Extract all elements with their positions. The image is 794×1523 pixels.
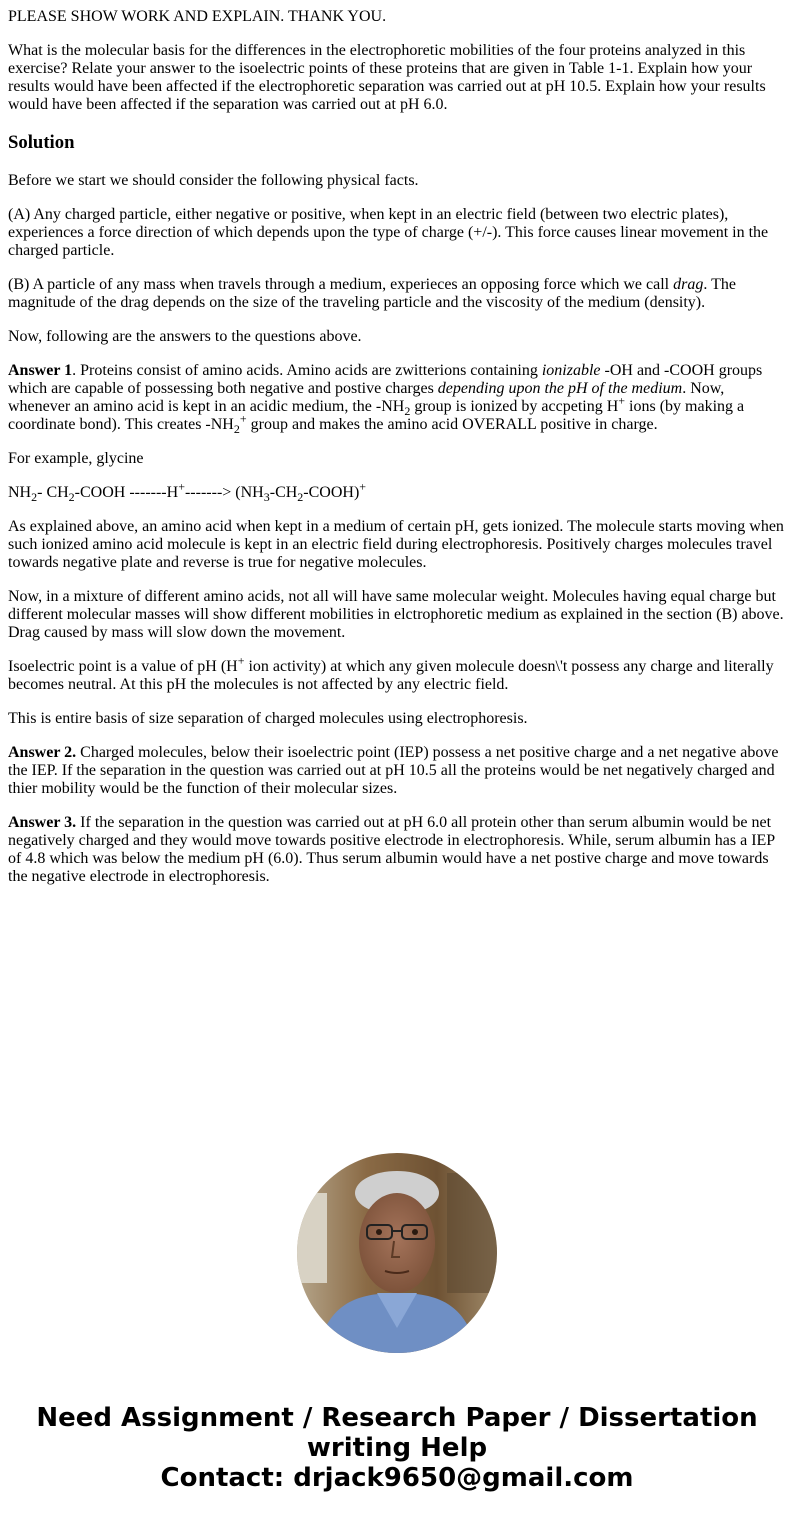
para-isoelectric: Isoelectric point is a value of pH (H+ ion activity) at which any given molecule doesn\'t possess any charge and literally becomes neutral. At this pH the molecules is not affected by any electric field. — [8, 653, 774, 693]
promo-contact: Contact: drjack9650@gmail.com — [160, 1463, 634, 1493]
answer-3: Answer 3. If the separation in the question was carried out at pH 6.0 all protein other than serum albumin would be net negatively charged and they would move towards positive electrode in electrophoresis. While, serum albumin has a IEP of 4.8 which was below the medium pH (6.0). Thus serum albumin would have a net postive charge and move towards the negative electrode in electrophoresis. — [8, 814, 775, 885]
glycine-equation: $NH_2-$ $CH_2$-COOH $-------H^+-------> (NH_3-CH_2-COOH)^+$ — [8, 479, 367, 505]
question-text: What is the molecular basis for the differences in the electrophoretic mobilities of the four proteins analyzed in this exercise? Relate your answer to the isoelectric points of these proteins that are given in Table 1-1. Explain how your results would have been affected if the electrophoretic separation was carried out at pH 10.5. Explain how your results would have been affected if the separation was carried out at pH 6.0. — [8, 42, 766, 113]
para-ionized: As explained above, an amino acid when kept in a medium of certain pH, gets ionized. The molecule starts moving when such ionized amino acid molecule is kept in an electric field during electrophoresis. Positively charges molecules travel towards negative plate and reverse is true for negative molecules. — [8, 518, 784, 571]
fact-b: (B) A particle of any mass when travels through a medium, experieces an opposing force which we call drag. The magnitude of the drag depends on the size of the traveling particle and the viscosity of the medium (density). — [8, 276, 736, 311]
answer-2-label: Answer 2. — [8, 744, 77, 761]
answer-3-label: Answer 3. — [8, 814, 77, 831]
question-instruction: PLEASE SHOW WORK AND EXPLAIN. THANK YOU. — [8, 8, 387, 25]
avatar — [297, 1153, 497, 1353]
answer-2: Answer 2. Charged molecules, below their isoelectric point (IEP) possess a net positive charge and a net negative above the IEP. If the separation in the question was carried out at pH 10.5 all the proteins would be net negatively charged and thier mobility would be the function of their molecular sizes. — [8, 744, 779, 797]
promo-banner — [0, 1403, 794, 1493]
answers-transition: Now, following are the answers to the questions above. — [8, 328, 362, 345]
drag-term: drag — [673, 276, 704, 293]
solution-intro: Before we start we should consider the following physical facts. — [8, 172, 419, 189]
para-mixture: Now, in a mixture of different amino acids, not all will have same molecular weight. Molecules having equal charge but different molecular masses will show different mobilities in elctrophoretic medium as explained in the section (B) above. Drag caused by mass will slow down the movement. — [8, 588, 784, 641]
promo-line-1: Need Assignment / Research Paper / Dissertation — [36, 1403, 758, 1433]
answer-1-label: Answer 1 — [8, 362, 73, 379]
document-body — [8, 0, 786, 902]
solution-heading: Solution — [8, 132, 75, 153]
example-label: For example, glycine — [8, 450, 144, 467]
avatar-portrait-image — [297, 1153, 497, 1353]
promo-line-2: writing Help — [306, 1433, 488, 1463]
answer-1: Answer 1. Proteins consist of amino acids. Amino acids are zwitterions containing ionizable -OH and -COOH groups which are capable of possessing both negative and postive charges depending upon the pH of the medium. Now, whenever an amino acid is kept in an acidic medium, the $-NH_2$ group is ionized by accpeting H+ ions (by making a coordinate bond). This creates $-NH_2^+$ group and makes the amino acid OVERALL positive in charge. — [8, 362, 763, 437]
para-basis: This is entire basis of size separation of charged molecules using electrophoresis. — [8, 710, 528, 727]
fact-a: (A) Any charged particle, either negative or positive, when kept in an electric field (between two electric plates), experiences a force direction of which depends upon the type of charge (+/-). This force causes linear movement in the charged particle. — [8, 206, 769, 259]
